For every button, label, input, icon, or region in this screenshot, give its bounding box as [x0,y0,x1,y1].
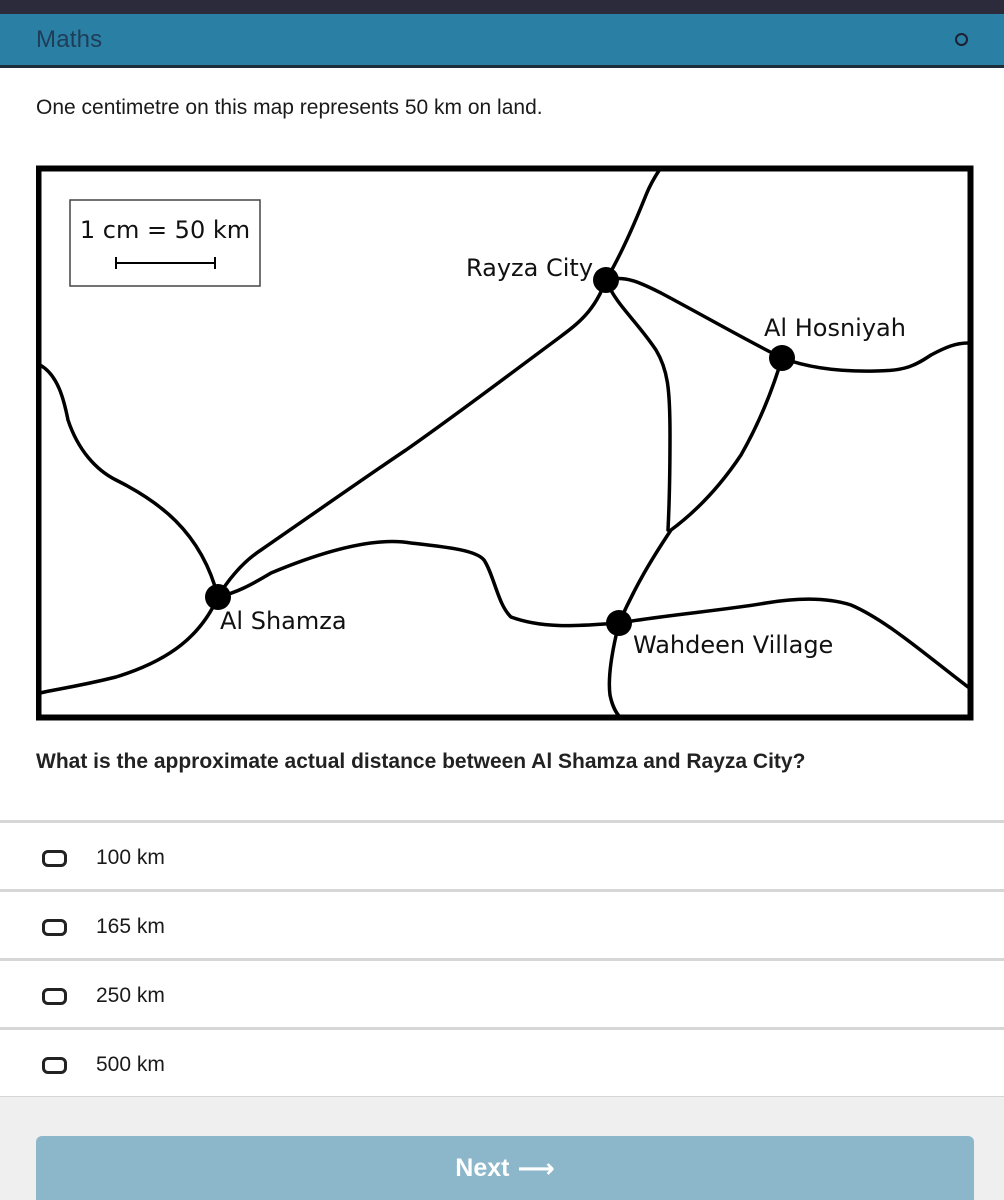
map-figure [36,165,974,722]
next-button[interactable] [36,1136,974,1200]
answer-label: 165 km [96,915,165,938]
subject-title: Maths [36,26,103,53]
answer-option[interactable] [0,889,1004,958]
scale-label: 1 cm = 50 km [79,216,251,244]
label-rayza-city: Rayza City [466,254,594,282]
label-wahdeen-village: Wahdeen Village [633,631,834,659]
footer [0,1097,1004,1200]
map-svg [36,165,974,722]
checkbox-icon[interactable] [42,850,67,867]
arrow-right-icon: ⟶ [517,1153,555,1183]
answer-option[interactable] [0,958,1004,1027]
answer-option[interactable] [0,820,1004,889]
status-circle-icon[interactable] [955,33,968,46]
checkbox-icon[interactable] [42,1057,67,1074]
app-header [0,14,1004,68]
answer-option[interactable] [0,1027,1004,1099]
answer-label: 500 km [96,1053,165,1076]
scale-box [70,200,260,286]
intro-text: One centimetre on this map represents 50 km on land. [36,96,543,119]
checkbox-icon[interactable] [42,919,67,936]
checkbox-icon[interactable] [42,988,67,1005]
next-label: Next [455,1153,510,1182]
label-al-shamza: Al Shamza [220,607,347,635]
answer-label: 250 km [96,984,165,1007]
top-system-bar [0,0,1004,14]
question-text: What is the approximate actual distance between Al Shamza and Rayza City? [36,750,806,773]
answer-label: 100 km [96,846,165,869]
label-al-hosniyah: Al Hosniyah [764,314,906,342]
answer-options [0,820,1004,1099]
